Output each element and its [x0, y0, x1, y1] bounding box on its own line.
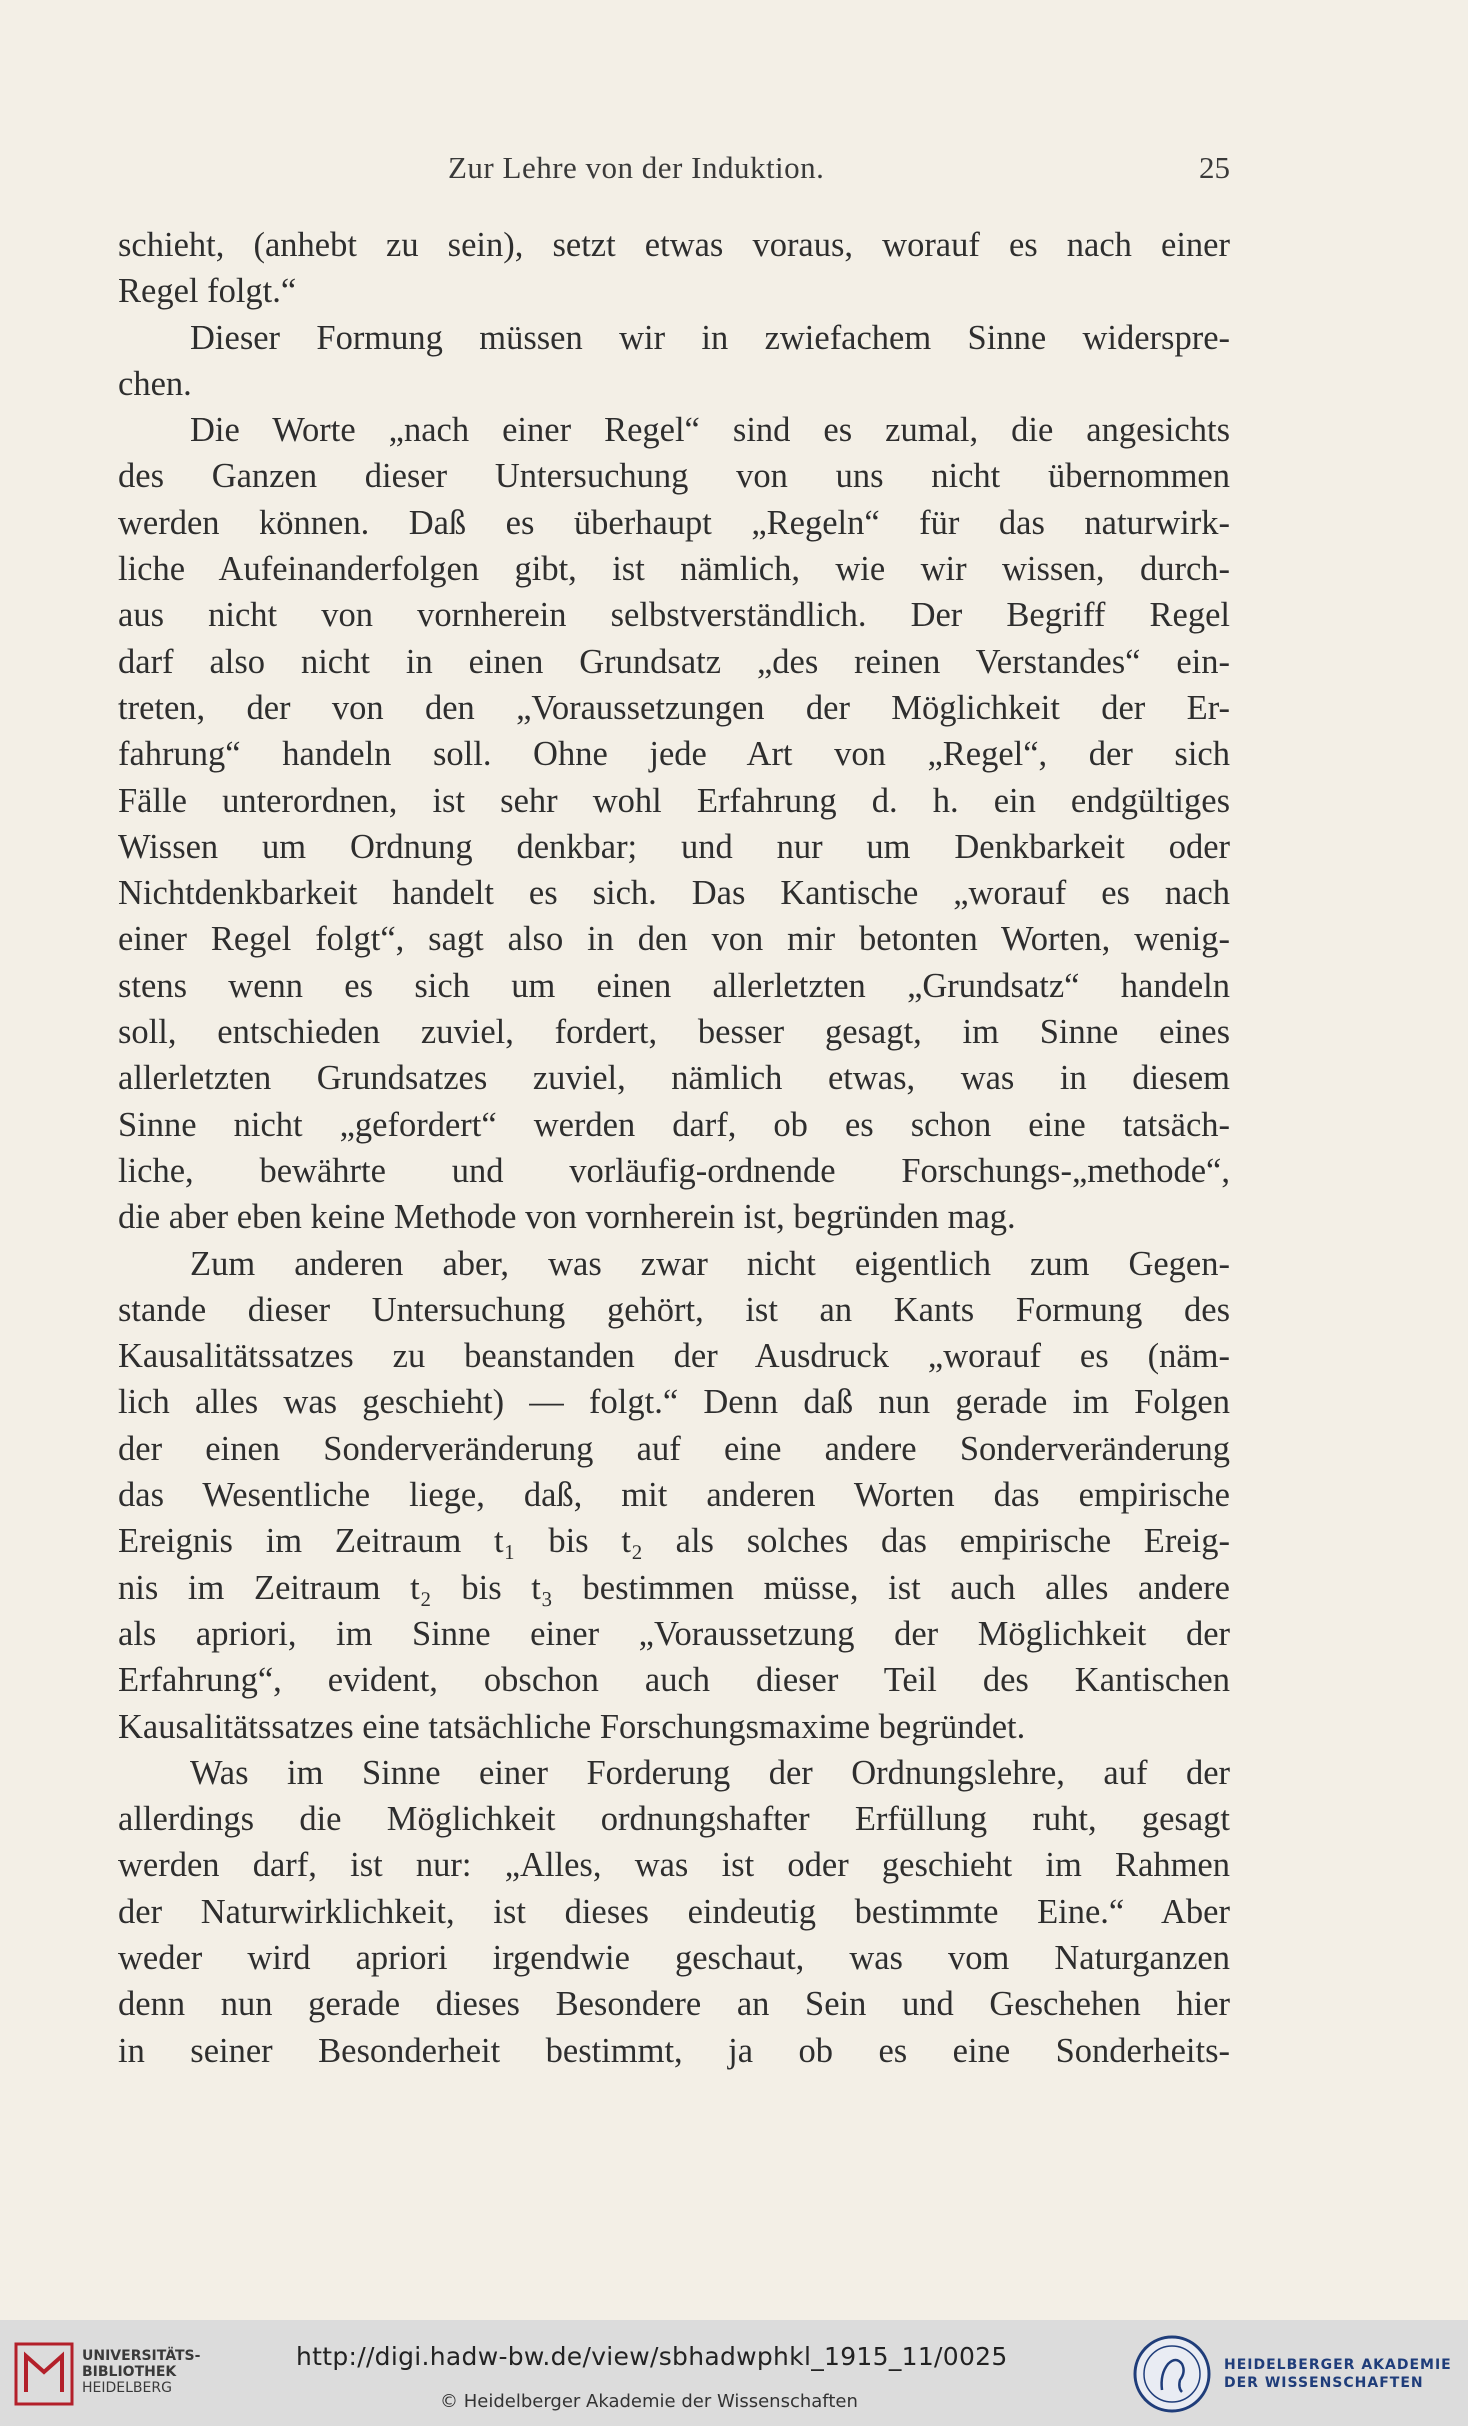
permalink-url[interactable]: http://digi.hadw-bw.de/view/sbhadwphkl_1915_11/0025: [296, 2342, 1008, 2371]
text-line: das Wesentliche liege, daß, mit anderen Worten das empirische: [118, 1476, 1230, 1515]
text-line: denn nun gerade dieses Besondere an Sein und Geschehen hier: [118, 1985, 1230, 2024]
text-line: Ereignis im Zeitraum t₁ bis t₂ als solches das empirische Ereig-: [118, 1522, 1230, 1561]
text-line: Kausalitätssatzes eine tatsächliche Forschungsmaxime begründet.: [118, 1707, 1026, 1746]
library-logo-icon: [14, 2342, 74, 2406]
text-line: allerdings die Möglichkeit ordnungshafter Erfüllung ruht, gesagt: [118, 1800, 1230, 1839]
library-line3: HEIDELBERG: [82, 2380, 172, 2396]
text-line: stande dieser Untersuchung gehört, ist an Kants Formung des: [118, 1290, 1230, 1329]
text-line: Erfahrung“, evident, obschon auch dieser Teil des Kantischen: [118, 1661, 1230, 1700]
text-line: als apriori, im Sinne einer „Voraussetzung der Möglichkeit der: [118, 1614, 1230, 1653]
text-line: einer Regel folgt“, sagt also in den von mir betonten Worten, wenig-: [118, 920, 1230, 959]
text-line: liche, bewährte und vorläufig-ordnende Forschungs-„methode“,: [118, 1151, 1230, 1190]
academy-line2: DER WISSENSCHAFTEN: [1224, 2375, 1424, 2391]
academy-seal-icon: [1132, 2334, 1212, 2414]
running-title: Zur Lehre von der Induktion.: [448, 150, 825, 185]
body-text: [118, 222, 1230, 2074]
text-line: Die Worte „nach einer Regel“ sind es zumal, die angesichts: [190, 411, 1230, 450]
text-line: Nichtdenkbarkeit handelt es sich. Das Kantische „worauf es nach: [118, 874, 1230, 913]
academy-name: [1224, 2356, 1452, 2392]
text-line: Dieser Formung müssen wir in zwiefachem Sinne widerspre-: [190, 318, 1230, 357]
text-line: schieht, (anhebt zu sein), setzt etwas voraus, worauf es nach einer: [118, 226, 1230, 264]
library-line1: UNIVERSITÄTS-: [82, 2348, 201, 2364]
text-line: Sinne nicht „gefordert“ werden darf, ob es schon eine tatsäch-: [118, 1105, 1230, 1144]
page-number: 25: [1199, 150, 1230, 185]
running-header: [118, 150, 1230, 200]
text-line: aus nicht von vornherein selbstverständlich. Der Begriff Regel: [118, 596, 1230, 635]
text-line: stens wenn es sich um einen allerletzten „Grundsatz“ handeln: [118, 966, 1230, 1005]
text-line: treten, der von den „Voraussetzungen der Möglichkeit der Er-: [118, 688, 1230, 727]
text-line: allerletzten Grundsatzes zuviel, nämlich etwas, was in diesem: [118, 1059, 1230, 1098]
text-line: fahrung“ handeln soll. Ohne jede Art von „Regel“, der sich: [118, 735, 1230, 774]
text-line: werden können. Daß es überhaupt „Regeln“ für das naturwirk-: [118, 503, 1230, 542]
footer-bar: [0, 2320, 1468, 2426]
text-line: des Ganzen dieser Untersuchung von uns nicht übernommen: [118, 457, 1230, 496]
text-line: Was im Sinne einer Forderung der Ordnungslehre, auf der: [190, 1753, 1230, 1792]
text-line: chen.: [118, 364, 192, 403]
text-line: Zum anderen aber, was zwar nicht eigentlich zum Gegen-: [190, 1244, 1230, 1283]
text-line: die aber eben keine Methode von vornherein ist, begründen mag.: [118, 1198, 1016, 1237]
text-line: weder wird apriori irgendwie geschaut, was vom Naturganzen: [118, 1938, 1230, 1977]
library-line2: BIBLIOTHEK: [82, 2364, 177, 2380]
text-line: liche Aufeinanderfolgen gibt, ist nämlich, wie wir wissen, durch-: [118, 550, 1230, 589]
text-line: darf also nicht in einen Grundsatz „des reinen Verstandes“ ein-: [118, 642, 1230, 681]
text-line: Fälle unterordnen, ist sehr wohl Erfahrung d. h. ein endgültiges: [118, 781, 1230, 820]
text-line: Kausalitätssatzes zu beanstanden der Ausdruck „worauf es (näm-: [118, 1337, 1230, 1376]
text-line: Wissen um Ordnung denkbar; und nur um Denkbarkeit oder: [118, 827, 1230, 866]
text-line: der Naturwirklichkeit, ist dieses eindeutig bestimmte Eine.“ Aber: [118, 1892, 1230, 1931]
copyright-notice: © Heidelberger Akademie der Wissenschaften: [440, 2391, 858, 2412]
text-line: nis im Zeitraum t₂ bis t₃ bestimmen müsse, ist auch alles andere: [118, 1568, 1230, 1607]
text-line: Regel folgt.“: [118, 272, 297, 311]
text-line: werden darf, ist nur: „Alles, was ist oder geschieht im Rahmen: [118, 1846, 1230, 1885]
text-line: in seiner Besonderheit bestimmt, ja ob es eine Sonderheits-: [118, 2031, 1230, 2070]
text-line: soll, entschieden zuviel, fordert, besser gesagt, im Sinne eines: [118, 1013, 1230, 1052]
academy-line1: HEIDELBERGER AKADEMIE: [1224, 2357, 1452, 2373]
text-line: der einen Sonderveränderung auf eine andere Sonderveränderung: [118, 1429, 1230, 1468]
text-line: lich alles was geschieht) — folgt.“ Denn daß nun gerade im Folgen: [118, 1383, 1230, 1422]
library-name: [82, 2348, 200, 2396]
